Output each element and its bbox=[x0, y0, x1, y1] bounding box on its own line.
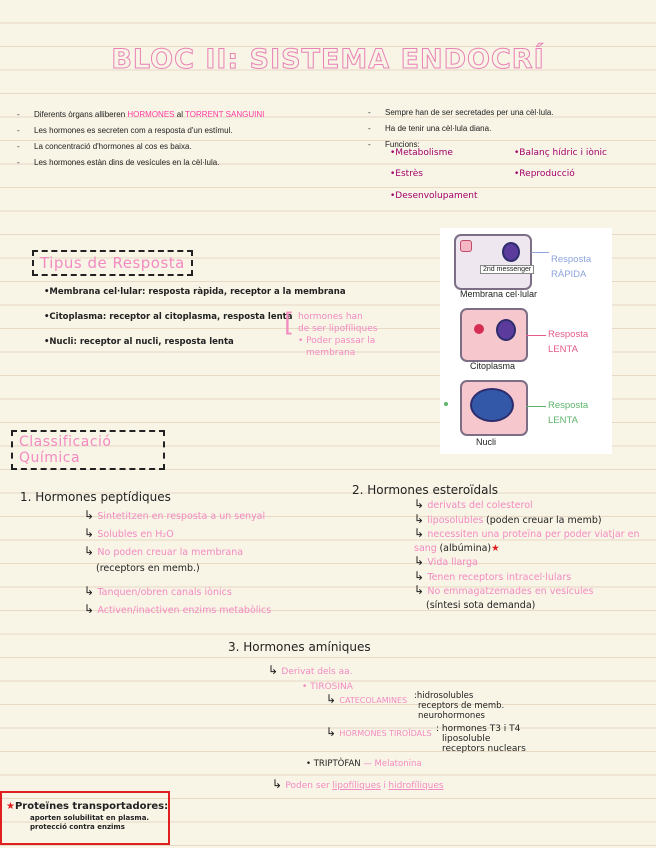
nucleus-icon bbox=[470, 388, 514, 422]
intro-right-item: - Funcions: bbox=[368, 137, 648, 153]
proteines-line: protecció contra enzims bbox=[30, 823, 125, 831]
tipus-heading: Tipus de Resposta bbox=[32, 250, 193, 276]
function-item: •Reproducció bbox=[514, 169, 575, 179]
tipus-note-line: membrana bbox=[306, 348, 356, 358]
intro-left-item: - Diferents òrgans alliberen HORMONES al TORRENT SANGUINI bbox=[17, 107, 337, 123]
tipus-note-line: hormones han bbox=[298, 312, 363, 322]
tipus-bracket: [ bbox=[284, 308, 295, 338]
messenger-label: 2nd messenger bbox=[480, 265, 534, 274]
nucleus-icon bbox=[502, 242, 520, 262]
intro-right-item: - Ha de tenir una cèl·lula diana. bbox=[368, 121, 648, 137]
proteines-title: ★Proteïnes transportadores: bbox=[6, 801, 169, 812]
catecolamines-notes: :hidrosolubles receptors de memb. neurohormones bbox=[414, 691, 505, 721]
tipus-item: •Membrana cel·lular: resposta ràpida, receptor a la membrana bbox=[44, 287, 346, 297]
peptidiques-item: ↳ Solubles en H₂O bbox=[84, 526, 174, 540]
figure-caption: Nucli bbox=[476, 437, 497, 447]
peptidiques-receptors: (receptors en memb.) bbox=[96, 563, 200, 574]
receptor-icon bbox=[474, 324, 484, 334]
aminiques-derivat: ↳ Derivat dels aa. bbox=[268, 663, 353, 677]
esteroides-item: ↳ necessiten una proteïna per poder viatjar en sang (albúmina)★ bbox=[414, 526, 640, 554]
star-icon: ★ bbox=[491, 542, 500, 554]
classificacio-heading: Classificació Química bbox=[11, 430, 165, 470]
star-icon: ★ bbox=[6, 801, 15, 812]
esteroides-item: ↳ derivats del colesterol bbox=[414, 497, 533, 511]
arrow-icon: ↳ bbox=[84, 508, 98, 522]
arrow-icon: ↳ bbox=[326, 725, 340, 739]
response-label: Resposta RÀPIDA bbox=[551, 254, 592, 280]
arrow-icon: ↳ bbox=[414, 583, 428, 597]
function-item: •Metabolisme bbox=[390, 148, 453, 158]
figure-caption: Citoplasma bbox=[470, 361, 516, 371]
arrow-icon: ↳ bbox=[84, 584, 98, 598]
esteroides-item: ↳ No emmagatzemades en vesícules bbox=[414, 583, 594, 597]
intro-left-item: - Les hormones estàn dins de vesícules en la cèl·lula. bbox=[17, 155, 337, 171]
esteroides-title: 2. Hormones esteroïdals bbox=[352, 483, 499, 497]
response-label: Resposta LENTA bbox=[548, 400, 589, 426]
intro-left-list bbox=[17, 107, 337, 171]
arrow-icon: ↳ bbox=[414, 511, 428, 526]
receptor-icon bbox=[460, 240, 472, 252]
cytoplasm-cell-diagram bbox=[460, 308, 528, 362]
arrow-icon: ↳ bbox=[326, 692, 340, 706]
esteroides-list bbox=[414, 498, 650, 612]
intro-right-item: - Sempre han de ser secretades per una cèl·lula. bbox=[368, 105, 648, 121]
esteroides-sintesi: (síntesi sota demanda) bbox=[426, 599, 536, 611]
page-title: BLOC II: SISTEMA ENDOCRÍ bbox=[111, 44, 545, 75]
aminiques-tiroides: ↳ HORMONES TIROÏDALS bbox=[326, 725, 432, 739]
arrow-icon bbox=[526, 406, 546, 407]
tipus-item: •Nucli: receptor al nucli, resposta lenta bbox=[44, 337, 234, 347]
peptidiques-item: ↳ Tanquen/obren canals iònics bbox=[84, 584, 232, 598]
response-label: Resposta LENTA bbox=[548, 329, 589, 355]
nucleus-icon bbox=[496, 319, 516, 341]
function-item: •Estrès bbox=[390, 169, 423, 179]
intro-right-list bbox=[368, 105, 648, 153]
response-figure bbox=[440, 228, 612, 454]
aminiques-poden: ↳ Poden ser lipofíliques i hidrofíliques bbox=[272, 777, 444, 791]
aminiques-title: 3. Hormones amíniques bbox=[228, 640, 371, 654]
proteines-line: aporten solubilitat en plasma. bbox=[30, 814, 150, 822]
arrow-icon: ↳ bbox=[414, 554, 428, 568]
esteroides-item: ↳ Tenen receptors intracel·lulars bbox=[414, 568, 572, 583]
tipus-note bbox=[298, 311, 377, 359]
function-item: •Desenvolupament bbox=[390, 191, 478, 201]
arrow-icon: ↳ bbox=[84, 602, 98, 616]
arrow-icon bbox=[531, 252, 549, 253]
peptidiques-item: ↳ Sintetitzen en resposta a un senyal bbox=[84, 508, 266, 522]
esteroides-item: ↳ Vida llarga bbox=[414, 554, 478, 568]
tipus-note-line: • Poder passar la bbox=[298, 336, 376, 346]
peptidiques-title: 1. Hormones peptídiques bbox=[20, 490, 171, 504]
peptidiques-list bbox=[84, 507, 271, 619]
arrow-icon: ↳ bbox=[414, 497, 428, 511]
green-dot-icon bbox=[444, 402, 448, 406]
figure-caption: Membrana cel·lular bbox=[460, 289, 538, 299]
peptidiques-item: ↳ Activen/inactiven enzims metabòlics bbox=[84, 602, 272, 616]
arrow-icon: ↳ bbox=[268, 663, 282, 677]
aminiques-triptofan: • TRIPTÒFAN — Melatonina bbox=[306, 759, 422, 769]
arrow-icon: ↳ bbox=[84, 544, 98, 558]
function-item: •Balanç hídric i iònic bbox=[514, 148, 607, 158]
tipus-item: •Citoplasma: receptor al citoplasma, resposta lenta bbox=[44, 312, 293, 322]
arrow-icon: ↳ bbox=[84, 526, 98, 540]
arrow-icon: ↳ bbox=[272, 777, 286, 791]
arrow-icon: ↳ bbox=[414, 568, 428, 583]
tipus-note-line: de ser lipofíliques bbox=[298, 324, 378, 334]
peptidiques-item: ↳ No poden creuar la membrana bbox=[84, 544, 244, 558]
arrow-icon: ↳ bbox=[414, 526, 428, 540]
tiroides-notes: : hormones T3 i T4 liposoluble receptors nuclears bbox=[436, 724, 526, 754]
esteroides-item: ↳ liposolubles (poden creuar la memb) bbox=[414, 511, 602, 526]
intro-left-item: - La concentració d'hormones al cos es baixa. bbox=[17, 139, 337, 155]
intro-left-item: - Les hormones es secreten com a resposta d'un estímul. bbox=[17, 123, 337, 139]
aminiques-catecolamines: ↳ CATECOLAMINES bbox=[326, 692, 408, 706]
arrow-icon bbox=[526, 335, 546, 336]
aminiques-tirosina: • TIROSINA bbox=[302, 682, 353, 692]
